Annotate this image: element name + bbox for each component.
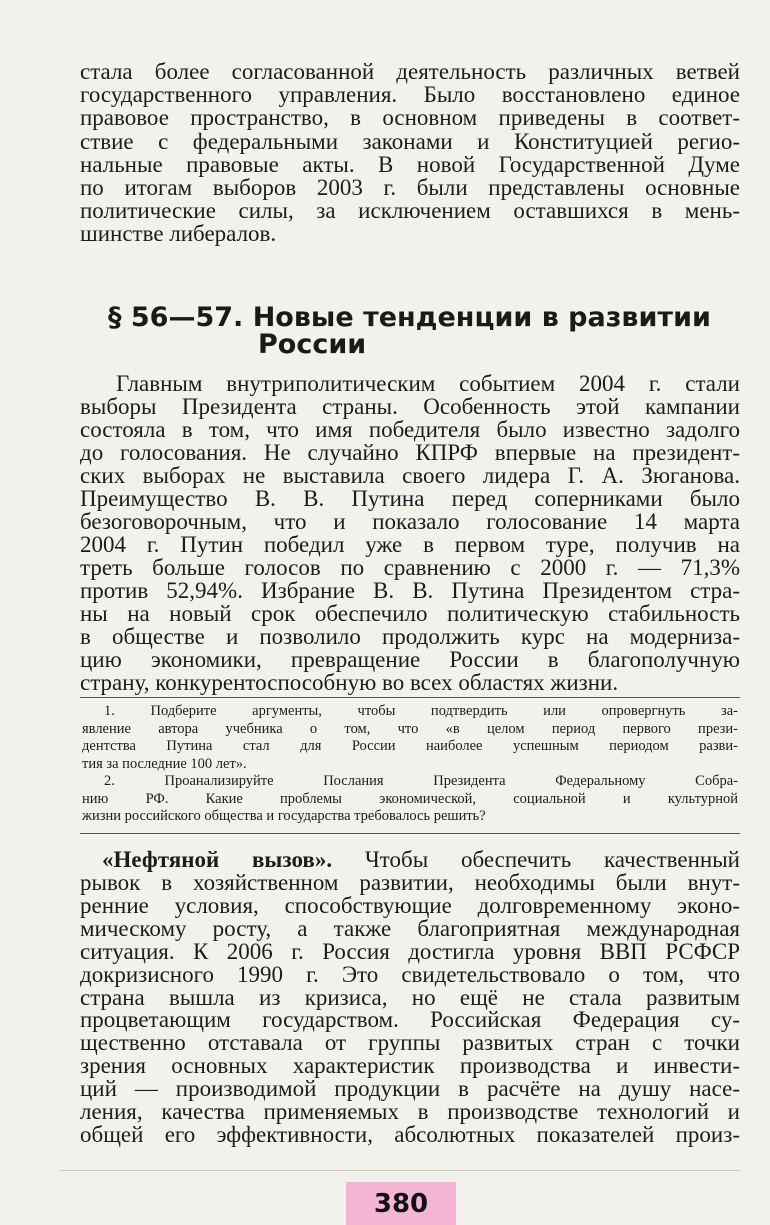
text-line: страну, конкурентоспособную во всех областях жизни. [80,670,619,695]
text-line: правовое пространство, в основном приведены в соответ- [80,105,740,131]
text-line: безоговорочным, что и показало голосование 14 марта [80,509,740,534]
text-line: ций — производимой продукции в расчёте на душу насе- [80,1076,740,1102]
question-line: явление автора учебника о том, что «в целом период первого прези- [82,720,738,737]
question-line: 2. Проанализируйте Послания Президента Федеральному Собра- [104,773,738,789]
text-line: ны на новый срок обеспечило политическую стабильность [80,601,740,626]
text-line: государственного управления. Было восстановлено единое [80,82,740,108]
text-line: ренние условия, способствующие долговременному эконо- [80,892,740,918]
text-line: против 52,94%. Избрание В. В. Путина Президентом стра- [80,578,740,603]
text-line: Главным внутриполитическим событием 2004 г. стали [116,371,740,396]
text-line: треть больше голосов по сравнению с 2000 г. — 71,3% [80,555,740,580]
text-line: докризисного 1990 г. Это свидетельствовало о том, что [80,961,740,987]
text-line: ских выборах не выставила своего лидера Г. А. Зюганова. [80,463,740,488]
text-line: цию экономики, превращение России в благополучную [80,647,740,672]
text-line: Преимущество В. В. Путина перед соперниками было [80,486,740,511]
oil-lead-heading: «Нефтяной вызов». [102,847,333,872]
question-line: нию РФ. Какие проблемы экономической, социальной и культурной [82,790,738,807]
text-line: щественно отставала от группы развитых стран с точки [80,1030,740,1056]
text-line: политические силы, за исключением оставшихся в мень- [80,198,740,224]
questions-top-rule [80,697,740,698]
text-line: страна вышла из кризиса, но ещё не стала развитым [80,984,740,1010]
text-line: рывок в хозяйственном развитии, необходимы были внут- [80,870,740,895]
text-line: выборы Президента страны. Особенность этой кампании [80,394,740,419]
question-line: жизни российского общества и государства требовалось решить? [82,808,486,824]
page-number: 380 [346,1182,456,1225]
text-line: 2004 г. Путин победил уже в первом туре, получив на [80,532,740,557]
text-line: зрения основных характеристик производства и инвести- [80,1053,740,1079]
text-line: мическому росту, а также благоприятная международная [80,915,740,941]
text-line: ствие с федеральными законами и Конституцией регио- [80,128,740,154]
text-line: ления, качества применяемых в производстве технологий и [80,1099,740,1124]
text-line: в обществе и позволило продолжить курс на модерниза- [80,624,740,649]
text-line: состояла в том, что имя победителя было известно задолго [80,417,740,442]
text-line: шинстве либералов. [80,221,277,247]
question-line: дентства Путина стал для России наиболее успешным периодом разви- [82,738,738,754]
text-line: общей его эффективности, абсолютных показателей произ- [80,1121,740,1147]
question-line: тия за последние 100 лет». [82,755,247,772]
section-title-line-2: России [258,329,367,360]
text-line: ситуация. К 2006 г. Россия достигла уровня ВВП РСФСР [80,938,740,964]
text-line: нальные правовые акты. В новой Государственной Думе [80,151,740,177]
text-line: стала более согласованной деятельность различных ветвей [80,59,740,84]
question-line: 1. Подберите аргументы, чтобы подтвердить или опровергнуть за- [104,703,738,719]
text-line: по итогам выборов 2003 г. были представлены основные [80,175,740,200]
oil-first-line [102,847,740,872]
footer-rule [60,1170,740,1171]
text-line: процветающим государством. Российская Федерация су- [80,1007,740,1033]
section-title-line-1: § 56—57. Новые тенденции в развитии [108,302,711,333]
questions-bottom-rule [80,833,740,834]
text-line: до голосования. Не случайно КПРФ впервые на президент- [80,440,740,465]
oil-first-line-text: Чтобы обеспечить качественный [364,847,740,872]
